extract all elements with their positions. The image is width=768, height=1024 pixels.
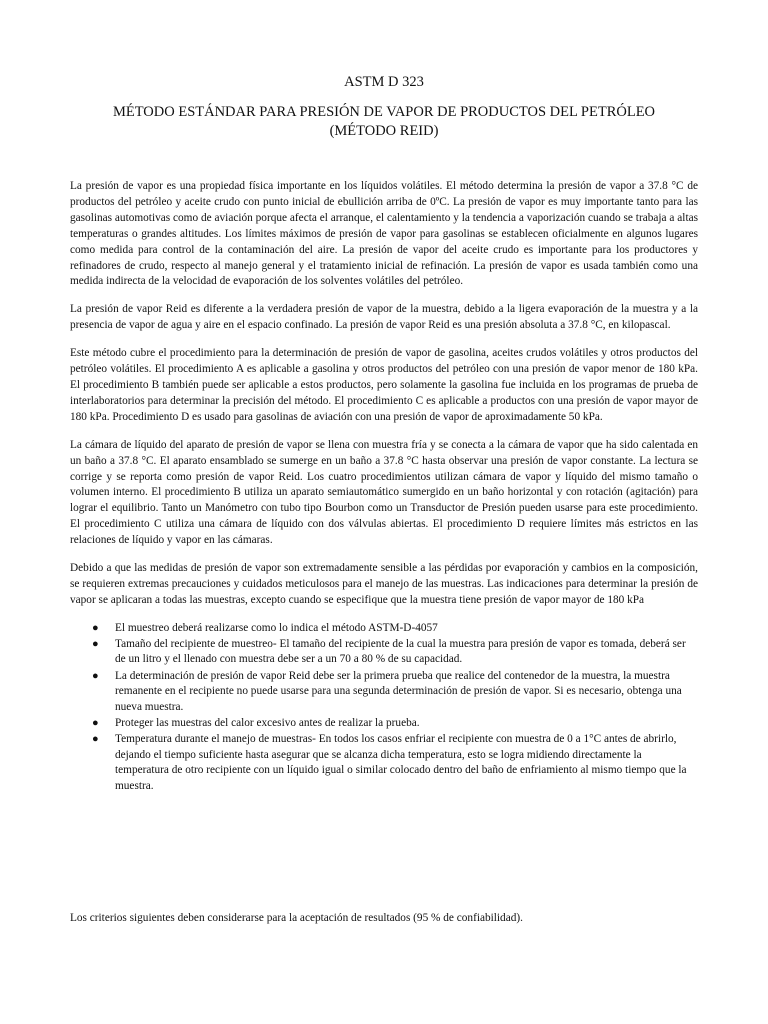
sample-handling-list	[70, 621, 698, 795]
paragraph-vapor-pressure-intro: La presión de vapor es una propiedad física importante en los líquidos volátiles. El método determina la presión de vapor a 37.8 °C de productos del petróleo y aceite crudo con punto inicial de ebullición arriba de 0ºC. La presión de vapor es muy importante tanto para las gasolinas automotivas como de aviación porque afecta el arranque, el calentamiento y la tendencia a vaporización cuando se trabaja a altas temperaturas o grandes altitudes. Los límites máximos de presión de vapor para gasolinas se establecen oficialmente en algunos lugares como medida para control de la contaminación del aire. La presión de vapor del aceite crudo es importante para los productores y refinadores de crudo, respecto al manejo general y el tratamiento inicial de refinación. La presión de vapor es usada también como una medida indirecta de la velocidad de evaporación de los solventes volátiles del petróleo.	[70, 180, 698, 288]
bullet-icon: ●	[92, 637, 99, 650]
list-item	[70, 637, 698, 668]
document-body	[70, 179, 698, 795]
list-item	[70, 621, 698, 637]
list-item-text: El muestreo deberá realizarse como lo indica el método ASTM-D-4057	[115, 621, 438, 634]
list-item	[70, 716, 698, 732]
bullet-icon: ●	[92, 732, 99, 745]
list-item-text: La determinación de presión de vapor Reid debe ser la primera prueba que realice del contenedor de la muestra, la muestra remanente en el recipiente no puede usarse para una segunda determinación de presión de vapor. Si es necesario, obtenga una nueva muestra.	[115, 669, 682, 713]
document-code: ASTM D 323	[344, 74, 424, 90]
document-title-line-2: (MÉTODO REID)	[329, 123, 439, 139]
paragraph-apparatus: La cámara de líquido del aparato de presión de vapor se llena con muestra fría y se conecta a la cámara de vapor que ha sido calentada en un baño a 37.8 °C. El aparato ensamblado se sumerge en un baño a 37.8 °C hasta observar una presión de vapor constante. La lectura se corrige y se reporta como presión de vapor Reid. Los cuatro procedimientos utilizan cámara de vapor y líquido del mismo tamaño o volumen interno. El procedimiento B utiliza un aparato semiautomático sumergido en un baño horizontal y con rotación (agitación) para lograr el equilibrio. Tanto un Manómetro con tubo tipo Bourbon como un Transductor de Presión pueden usarse para este procedimiento. El procedimiento C utiliza una cámara de líquido con dos válvulas abiertas. El procedimiento D requiere límites más estrictos en las relaciones de líquido y vapor en las cámaras.	[70, 438, 698, 547]
paragraph-acceptance-criteria: Los criterios siguientes deben considerarse para la aceptación de resultados (95 % de confiabilidad).	[70, 912, 523, 925]
list-item	[70, 732, 698, 794]
list-item-text: Temperatura durante el manejo de muestras- En todos los casos enfriar el recipiente con muestra de 0 a 1°C antes de abrirlo, dejando el tiempo suficiente hasta asegurar que se alcanza dicha temperatura, esto se logra midiendo directamente la temperatura de otro recipiente con un líquido igual o similar colocado dentro del baño de enfriamiento al mismo tiempo que la muestra.	[115, 732, 687, 792]
list-item-text: Proteger las muestras del calor excesivo antes de realizar la prueba.	[115, 716, 420, 729]
bullet-icon: ●	[92, 716, 99, 729]
list-item	[70, 669, 698, 716]
paragraph-reid-definition: La presión de vapor Reid es diferente a la verdadera presión de vapor de la muestra, debido a la ligera evaporación de la muestra y a la presencia de vapor de agua y aire en el espacio confinado. La presión de vapor Reid es una presión absoluta a 37.8 °C, en kilopascal.	[70, 303, 698, 332]
list-item-text: Tamaño del recipiente de muestreo- El tamaño del recipiente de la cual la muestra para presión de vapor es tomada, deberá ser de un litro y el llenado con muestra debe ser a un 70 a 80 % de su capacidad.	[115, 637, 686, 666]
bullet-icon: ●	[92, 621, 99, 634]
document-title-line-1: MÉTODO ESTÁNDAR PARA PRESIÓN DE VAPOR DE PRODUCTOS DEL PETRÓLEO	[112, 104, 656, 120]
paragraph-sample-handling: Debido a que las medidas de presión de vapor son extremadamente sensible a las pérdidas por evaporación y cambios en la composición, se requieren extremas precauciones y cuidados meticulosos para el manejo de las muestras. Las indicaciones para determinar la presión de vapor se aplicaran a todas las muestras, excepto cuando se especifique que la muestra tiene presión de vapor mayor de 180 kPa	[70, 562, 698, 606]
document-title	[70, 103, 698, 141]
paragraph-method-scope: Este método cubre el procedimiento para la determinación de presión de vapor de gasolina, aceites crudos volátiles y otros productos del petróleo volátiles. El procedimiento A es aplicable a gasolina y otros productos del petróleo con una presión de vapor menor de 180 kPa. El procedimiento B también puede ser aplicable a estos productos, pero solamente la gasolina fue incluida en los programas de prueba de interlaboratorios para determinar la precisión del método. El procedimiento C es aplicable a productos con una presión de vapor mayor de 180 kPa. Procedimiento D es usado para gasolinas de aviación con una presión de vapor de aproximadamente 50 kPa.	[70, 347, 698, 423]
bullet-icon: ●	[92, 669, 99, 682]
